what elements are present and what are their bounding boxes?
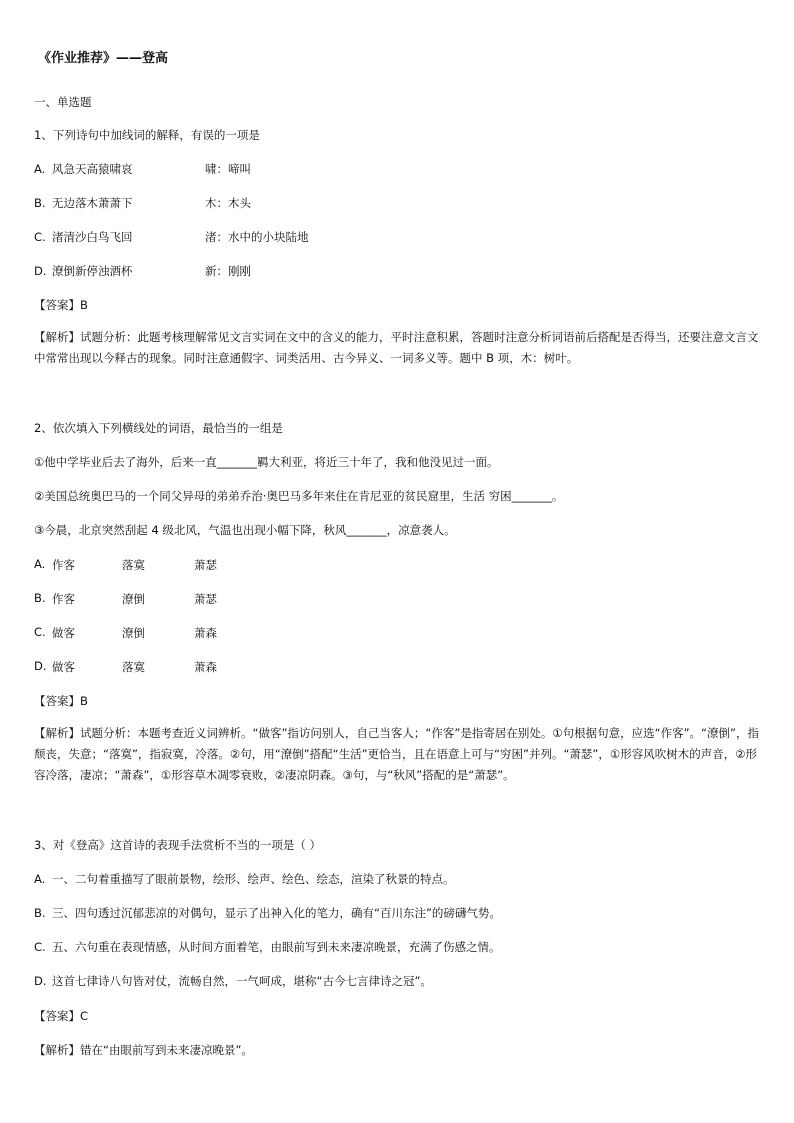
option-text: 无边落木萧萧下 (52, 196, 133, 210)
option-word-1: 作客 (52, 558, 75, 572)
option-letter: D. (34, 659, 47, 673)
option-letter: C. (34, 940, 46, 954)
option-word-3: 萧森 (194, 660, 217, 674)
option-word-3: 萧瑟 (194, 592, 217, 606)
question-1-option-b-note: 木：木头 (205, 196, 251, 210)
option-word-2: 落寞 (122, 558, 145, 572)
question-1-option-d-note: 新：刚刚 (205, 264, 251, 278)
question-2-option-c[interactable] (34, 625, 52, 639)
option-letter: B. (34, 591, 46, 605)
option-text: 三、四句透过沉郁悲凉的对偶句，显示了出神入化的笔力，确有“百川东注”的磅礴气势。 (52, 906, 501, 920)
question-1-answer: 【答案】B (34, 298, 88, 312)
question-1-stem: 1、下列诗句中加线词的解释，有误的一项是 (34, 128, 260, 142)
option-word-1: 作客 (52, 592, 75, 606)
option-word-2: 潦倒 (122, 592, 145, 606)
option-letter: C. (34, 625, 46, 639)
question-3-answer: 【答案】C (34, 1009, 89, 1023)
question-1-analysis: 【解析】试题分析：此题考核理解常见文言实词在文中的含义的能力，平时注意积累，答题时注意分析词语前后搭配是否得当，还要注意文言文中常常出现以今释古的现象。同时注意通假字、词类活用、古今异义、一词多义等。题中 B 项，木：树叶。 (34, 330, 759, 365)
question-2-stem: 2、依次填入下列横线处的词语，最恰当的一组是 (34, 421, 283, 435)
question-3-option-b[interactable] (34, 905, 501, 921)
option-letter: B. (34, 906, 46, 920)
option-word-3: 萧森 (194, 626, 217, 640)
question-1-option-c[interactable] (34, 229, 133, 245)
option-word-2: 落寞 (122, 660, 145, 674)
option-text: 渚清沙白鸟飞回 (52, 230, 133, 244)
option-text: 五、六句重在表现情感，从时间方面着笔，由眼前写到未来凄凉晚景，充满了伤感之情。 (52, 940, 501, 954)
option-word-2: 潦倒 (122, 626, 145, 640)
option-word-1: 做客 (52, 660, 75, 674)
question-3-option-d[interactable] (34, 973, 432, 989)
question-3-analysis: 【解析】错在“由眼前写到未来凄凉晚景”。 (34, 1043, 253, 1057)
question-1-option-c-note: 渚：水中的小块陆地 (205, 230, 309, 244)
option-letter: A. (34, 162, 46, 176)
option-letter: B. (34, 196, 46, 210)
section-title: 一、单选题 (34, 95, 92, 109)
option-text: 风急天高猿啸哀 (52, 162, 133, 176)
question-2-option-b[interactable] (34, 591, 52, 605)
option-word-1: 做客 (52, 626, 75, 640)
option-letter: A. (34, 872, 46, 886)
option-letter: D. (34, 264, 47, 278)
option-text: 一、二句着重描写了眼前景物，绘形、绘声、绘色、绘态，渲染了秋景的特点。 (52, 872, 455, 886)
question-1-option-a[interactable] (34, 161, 133, 177)
question-2-sentence-3: ③今晨，北京突然刮起 4 级北风，气温也出现小幅下降，秋风_______，凉意袭人。 (34, 523, 456, 537)
question-1-option-d[interactable] (34, 263, 133, 279)
option-letter: A. (34, 557, 46, 571)
question-2-answer: 【答案】B (34, 694, 88, 708)
question-1-option-a-note: 啸：啼叫 (205, 162, 251, 176)
option-text: 潦倒新停浊酒杯 (52, 264, 133, 278)
question-2-option-d[interactable] (34, 659, 52, 673)
question-3-option-a[interactable] (34, 871, 455, 887)
document-title: 《作业推荐》——登高 (38, 51, 169, 66)
question-1-option-b[interactable] (34, 195, 133, 211)
question-2-analysis: 【解析】试题分析：本题考查近义词辨析。“做客”指访问别人，自己当客人；“作客”是指寄居在别处。①句根据句意，应选“作客”。“潦倒”，指颓丧，失意；“落寞”，指寂寞，冷落。②句，用“潦倒”搭配“生活”更恰当，且在语意上可与“穷困”并列。“萧瑟”，①形容风吹树木的声音，②形容冷落，凄凉；“萧森”，①形容草木凋零衰败，②凄凉阴森。③句，与“秋风”搭配的是“萧瑟”。 (34, 726, 759, 782)
question-2-sentence-1: ①他中学毕业后去了海外，后来一直_______羁大利亚，将近三十年了，我和他没见过一面。 (34, 455, 499, 469)
option-letter: D. (34, 974, 47, 988)
question-2-sentence-2: ②美国总统奥巴马的一个同父异母的弟弟乔治·奥巴马多年来住在肯尼亚的贫民窟里，生活 穷困_______。 (34, 489, 564, 503)
option-word-3: 萧瑟 (194, 558, 217, 572)
question-3-stem: 3、对《登高》这首诗的表现手法赏析不当的一项是（ ） (34, 838, 321, 852)
option-text: 这首七律诗八句皆对仗，流畅自然，一气呵成，堪称“古今七言律诗之冠”。 (52, 974, 432, 988)
question-2-option-a[interactable] (34, 557, 52, 571)
question-3-option-c[interactable] (34, 939, 501, 955)
option-letter: C. (34, 230, 46, 244)
